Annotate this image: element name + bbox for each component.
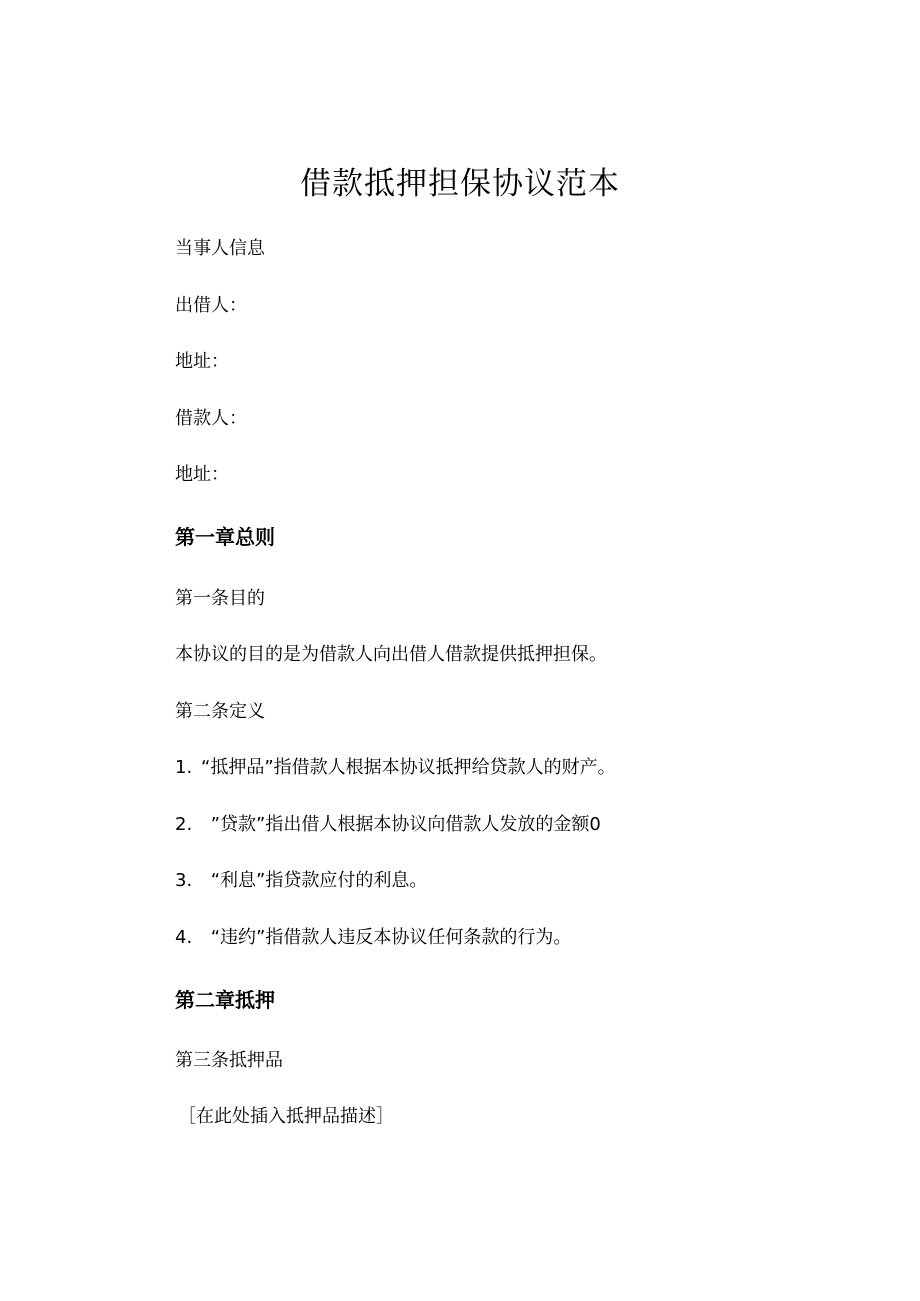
definition-item-text: ”贷款”指出借人根据本协议向借款人发放的金额0 xyxy=(205,814,601,835)
definition-item xyxy=(175,812,601,838)
parties-heading: 当事人信息 xyxy=(175,238,265,259)
chapter-2-heading: 第二章抵押 xyxy=(175,988,275,1012)
definition-item-text: “利息”指贷款应付的利息。 xyxy=(205,870,428,891)
definition-item xyxy=(175,755,616,781)
lender-label: 出借人： xyxy=(175,295,247,316)
borrower-label: 借款人： xyxy=(175,408,247,429)
definition-item-text: “抵押品”指借款人根据本协议抵押给贷款人的财产。 xyxy=(201,757,616,778)
chapter-1-heading: 第一章总则 xyxy=(175,525,275,549)
definition-item-number: 1. xyxy=(175,757,193,778)
definition-item-text: “违约”指借款人违反本协议任何条款的行为。 xyxy=(205,927,572,948)
borrower-address-label: 地址： xyxy=(175,464,229,485)
article-1-heading: 第一条目的 xyxy=(175,588,265,609)
lender-address-label: 地址： xyxy=(175,351,229,372)
document-title: 借款抵押担保协议范本 xyxy=(300,166,620,202)
definition-item-number: 2. xyxy=(175,814,193,835)
definition-item xyxy=(175,868,427,894)
definition-item xyxy=(175,925,571,951)
article-1-text: 本协议的目的是为借款人向出借人借款提供抵押担保。 xyxy=(175,644,607,665)
article-2-heading: 第二条定义 xyxy=(175,701,265,722)
article-3-heading: 第三条抵押品 xyxy=(175,1050,283,1071)
definition-item-number: 3. xyxy=(175,870,193,891)
definition-item-number: 4. xyxy=(175,927,193,948)
collateral-description-placeholder: ［在此处插入抵押品描述］ xyxy=(178,1106,394,1127)
